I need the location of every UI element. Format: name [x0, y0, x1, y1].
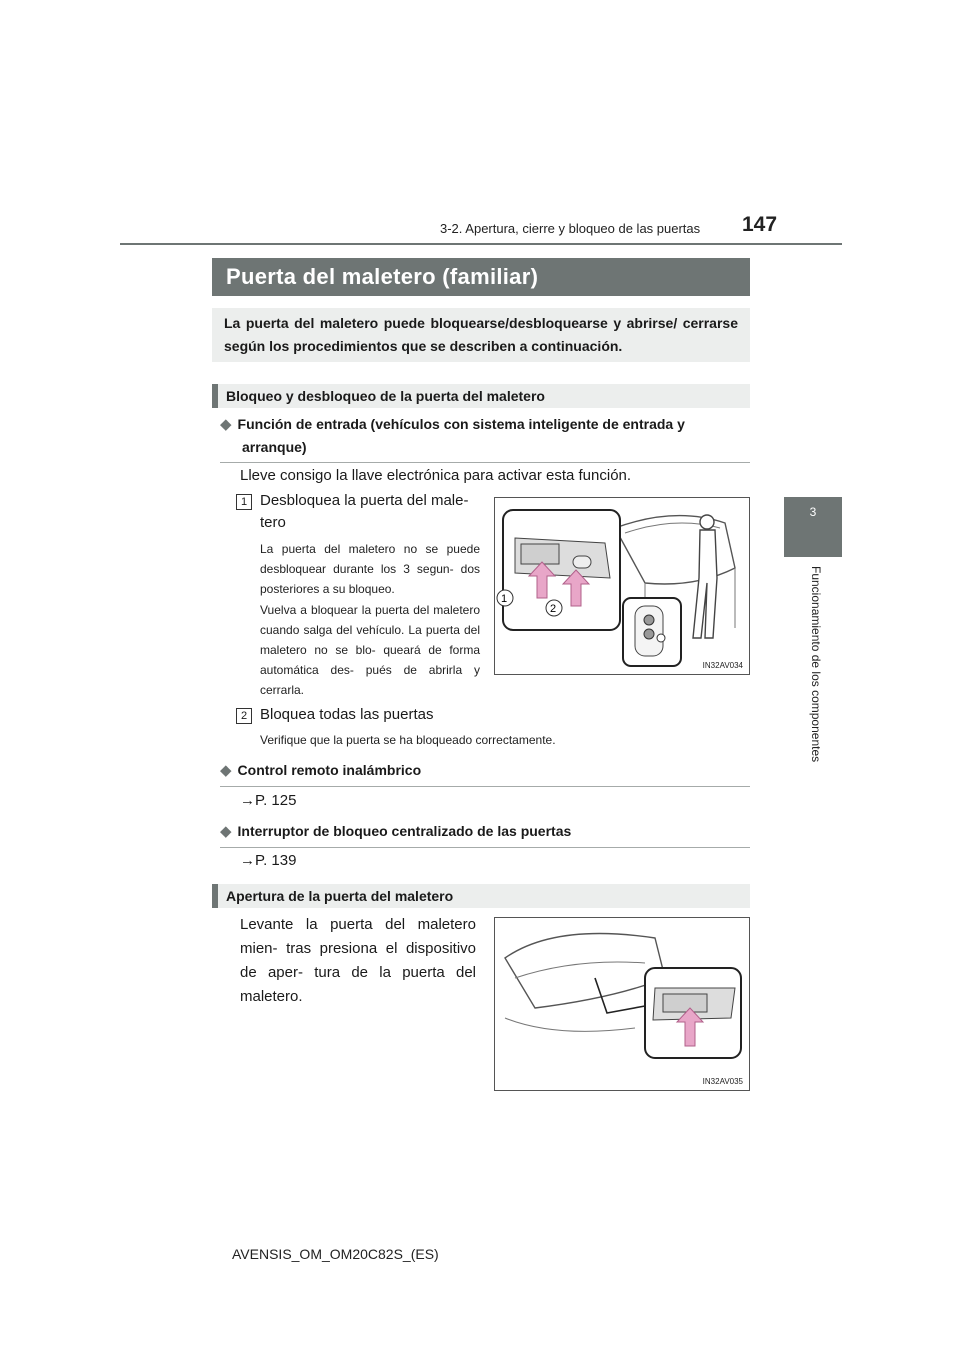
- diamond-bullet-icon: ◆: [220, 416, 232, 433]
- step-1-title: Desbloquea la puerta del male- tero: [260, 492, 469, 531]
- subheading-entry-function: ◆ Función de entrada (vehículos con sistema inteligente de entrada y arranque): [220, 413, 750, 463]
- figure-unlock-tailgate: [494, 497, 750, 675]
- intro-box: La puerta del maletero puede bloquearse/desbloquearse y abrirse/ cerrarse según los procedimientos que se describen a continuación.: [212, 308, 750, 362]
- header-divider: [120, 243, 842, 245]
- chapter-title: Funcionamiento de los componentes: [809, 566, 823, 763]
- subheading-remote: ◆ Control remoto inalámbrico: [220, 759, 750, 787]
- chapter-number: 3: [809, 505, 817, 519]
- step-1-note-1: La puerta del maletero no se puede desbloquear durante los 3 segun- dos posteriores a su bloqueo.: [260, 542, 480, 596]
- footer-code: AVENSIS_OM_OM20C82S_(ES): [232, 1246, 439, 1262]
- step-1-note-2: Vuelva a bloquear la puerta del maletero cuando salga del vehículo. La puerta del maletero no se blo- queará de forma automática des- pués de abrirla y cerrarla.: [260, 603, 480, 697]
- step-2-title: Bloquea todas las puertas: [260, 706, 434, 723]
- page-title: Puerta del maletero (familiar): [212, 258, 750, 296]
- figure-code: IN32AV034: [702, 661, 743, 670]
- figure-open-tailgate: [494, 917, 750, 1091]
- open-text: Levante la puerta del maletero mien- tras presiona el dispositivo de aper- tura de la puerta del maletero.: [240, 916, 476, 1005]
- figure-unlock-illustration: [495, 498, 749, 674]
- diamond-bullet-icon: ◆: [220, 762, 232, 779]
- section-header: 3-2. Apertura, cierre y bloqueo de las puertas: [440, 221, 701, 236]
- lead-text: Lleve consigo la llave electrónica para activar esta función.: [240, 467, 632, 484]
- ref-page-125[interactable]: →P. 125: [240, 792, 297, 809]
- subheading-central-lock: ◆ Interruptor de bloqueo centralizado de las puertas: [220, 820, 750, 848]
- callout-1: 1: [501, 593, 508, 605]
- smart-key-icon: [623, 598, 681, 666]
- ref-page-139[interactable]: →P. 139: [240, 852, 297, 869]
- step-2-note: Verifique que la puerta se ha bloqueado correctamente.: [260, 733, 556, 747]
- callout-2: 2: [550, 603, 557, 615]
- section-heading-open: Apertura de la puerta del maletero: [212, 884, 750, 908]
- section-heading-lock: Bloqueo y desbloqueo de la puerta del maletero: [212, 384, 750, 408]
- page-number: 147: [742, 213, 778, 236]
- chapter-tab[interactable]: [784, 497, 842, 557]
- figure-open-illustration: [495, 918, 749, 1090]
- figure-code: IN32AV035: [702, 1077, 743, 1086]
- step-1-number: 1: [236, 492, 252, 510]
- diamond-bullet-icon: ◆: [220, 823, 232, 840]
- step-2-number: 2: [236, 706, 252, 724]
